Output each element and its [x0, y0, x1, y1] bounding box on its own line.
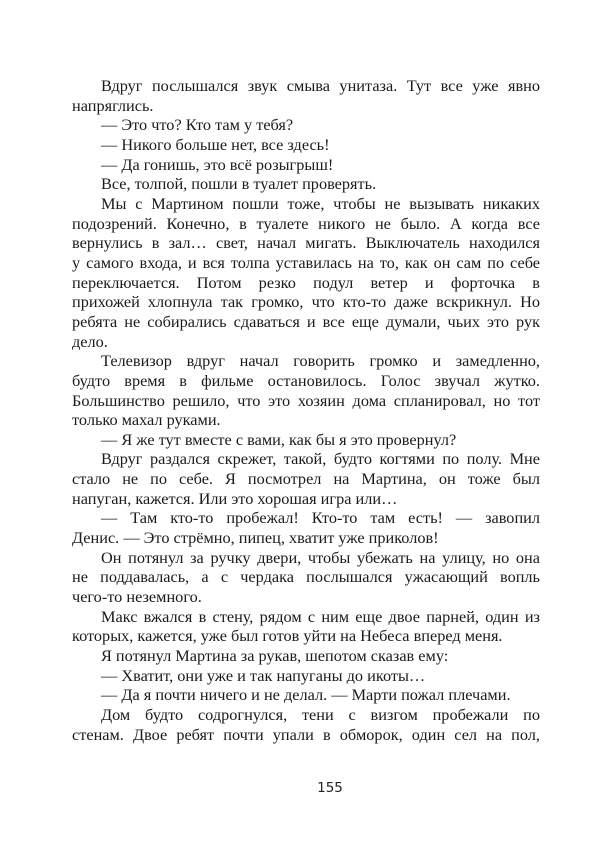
paragraph [72, 705, 540, 744]
text-line: — Это что? Кто там у тебя? [101, 115, 294, 135]
paragraph [72, 548, 540, 607]
text-line: чего-то неземного. [72, 587, 202, 607]
text-line: переключается. Потом резко подул ветер и форточка в [72, 272, 540, 292]
paragraph [72, 174, 540, 194]
text-line: вернулись в зал… свет, начал мигать. Выключатель находился [72, 233, 540, 253]
paragraph [72, 646, 540, 666]
text-line: ребята не собирались сдаваться и все еще думали, чьих это рук [72, 311, 540, 331]
paragraph [72, 607, 540, 646]
paragraph [72, 430, 540, 450]
text-line: стенам. Двое ребят почти упали в обморок, один сел на пол, [72, 724, 540, 744]
paragraph [72, 351, 540, 430]
text-line: — Я же тут вместе с вами, как бы я это провернул? [101, 429, 457, 449]
paragraph [72, 685, 540, 705]
text-line: не поддавалась, а с чердака послышался ужасающий вопль [72, 567, 540, 587]
text-line: Дом будто содрогнулся, тени с визгом пробежали по [101, 705, 540, 724]
text-line: Телевизор вдруг начал говорить громко и замедленно, [101, 351, 540, 371]
paragraph [72, 449, 540, 508]
text-line: будто время в фильме остановилось. Голос звучал жутко. [72, 370, 540, 390]
paragraph [72, 115, 540, 135]
text-line: Он потянул за ручку двери, чтобы убежать на улицу, но она [101, 547, 540, 567]
text-line: Все, толпой, пошли в туалет проверять. [101, 174, 377, 194]
text-line: Денис. — Это стрёмно, пипец, хватит уже приколов! [72, 528, 439, 548]
text-line: — Да я почти ничего и не делал. — Марти пожал плечами. [101, 685, 511, 705]
text-line: стало не по себе. Я посмотрел на Мартина, он тоже был [72, 469, 540, 489]
paragraph [72, 666, 540, 686]
text-line: — Там кто-то пробежал! Кто-то там есть! — завопил [101, 508, 540, 528]
paragraph [72, 155, 540, 175]
text-line: Я потянул Мартина за рукав, шепотом сказав ему: [101, 646, 449, 666]
text-line: — Никого больше нет, все здесь! [101, 134, 330, 154]
text-line: — Да гонишь, это всё розыгрыш! [101, 154, 334, 174]
text-line: которых, кажется, уже был готов уйти на Небеса вперед меня. [72, 626, 503, 646]
text-line: Вдруг послышался звук смыва унитаза. Тут все уже явно [101, 76, 540, 95]
text-line: Макс вжался в стену, рядом с ним еще двое парней, один из [101, 606, 540, 626]
text-line: подозрений. Конечно, в туалете никого не было. А когда все [72, 213, 540, 233]
text-line: прихожей хлопнула так громко, что кто-то даже вскрикнул. Но [72, 292, 540, 312]
text-line: Мы с Мартином пошли тоже, чтобы не вызывать никаких [101, 193, 540, 213]
paragraph [72, 508, 540, 547]
paragraph [72, 135, 540, 155]
text-line: Вдруг раздался скрежет, такой, будто когтями по полу. Мне [101, 449, 540, 469]
text-line: у самого входа, и вся толпа уставилась на то, как он сам по себе [72, 252, 540, 272]
text-line: Большинство решило, что это хозяин дома спланировал, но тот [72, 390, 540, 410]
page-body-text [72, 76, 540, 744]
text-line: — Хватит, они уже и так напуганы до икоты… [101, 665, 426, 685]
paragraph [72, 194, 540, 351]
page-number: 155 [317, 780, 343, 796]
text-line: напряглись. [72, 95, 154, 115]
paragraph [72, 76, 540, 115]
text-line: только махал руками. [72, 410, 221, 430]
text-line: напуган, кажется. Или это хорошая игра или… [72, 488, 398, 508]
text-line: дело. [72, 331, 108, 351]
